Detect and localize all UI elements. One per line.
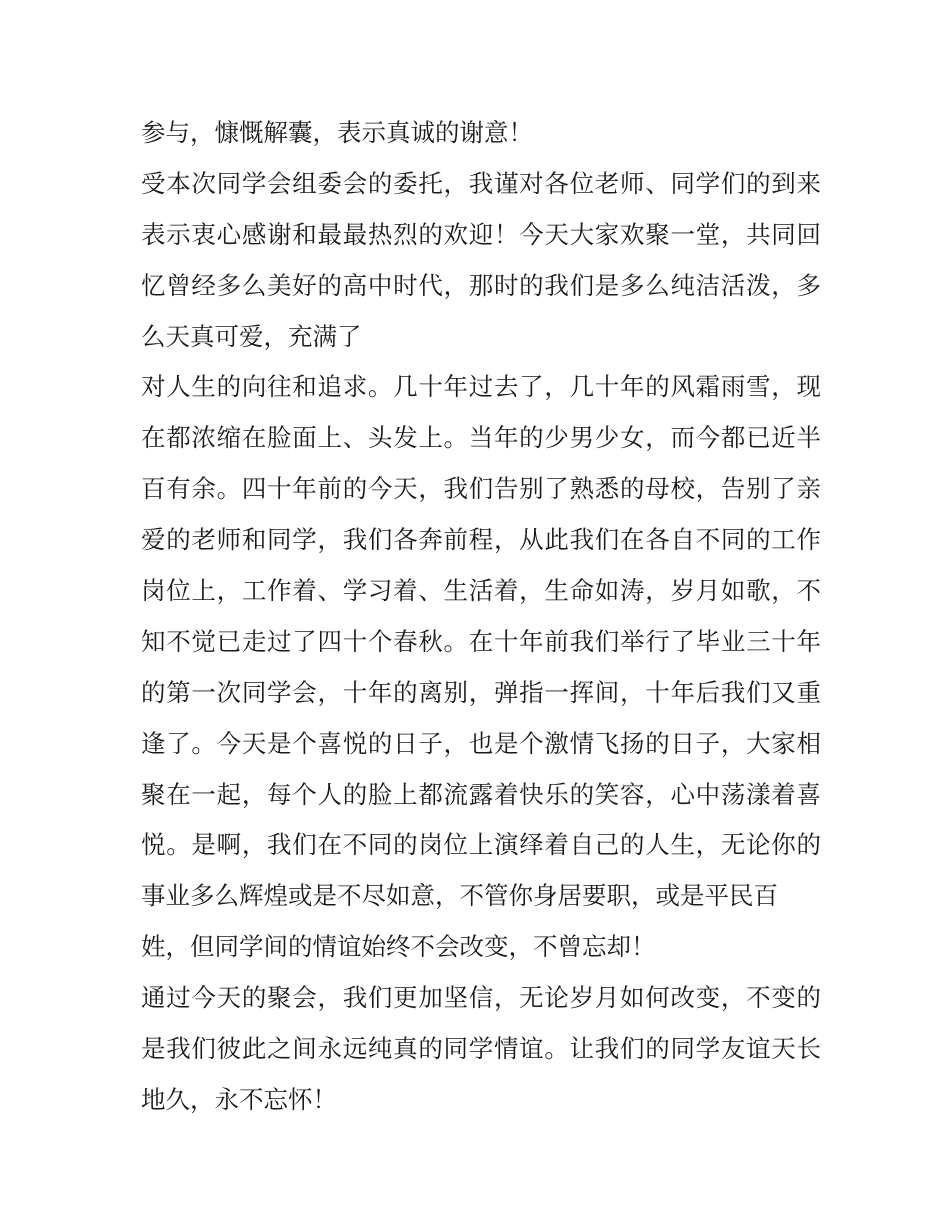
text-line: 对人生的向往和追求。几十年过去了，几十年的风霜雨雪，现 (141, 372, 821, 402)
text-line: 通过今天的聚会，我们更加坚信，无论岁月如何改变，不变的 (141, 983, 821, 1013)
text-line: 表示衷心感谢和最最热烈的欢迎！今天大家欢聚一堂，共同回 (141, 219, 821, 249)
text-line: 忆曾经多么美好的高中时代，那时的我们是多么纯洁活泼，多 (141, 270, 821, 300)
text-line: 百有余。四十年前的今天，我们告别了熟悉的母校，告别了亲 (141, 474, 821, 504)
text-line: 悦。是啊，我们在不同的岗位上演绎着自己的人生，无论你的 (141, 830, 821, 860)
text-line: 地久，永不忘怀！ (141, 1084, 337, 1114)
text-line: 么天真可爱，充满了 (141, 321, 362, 351)
text-line: 在都浓缩在脸面上、头发上。当年的少男少女，而今都已近半 (141, 423, 821, 453)
text-line: 参与，慷慨解囊，表示真诚的谢意！ (141, 118, 533, 147)
text-line: 受本次同学会组委会的委托，我谨对各位老师、同学们的到来 (141, 168, 821, 198)
text-line: 爱的老师和同学，我们各奔前程，从此我们在各自不同的工作 (141, 525, 821, 555)
text-line: 姓，但同学间的情谊始终不会改变，不曾忘却！ (141, 932, 656, 962)
text-line: 事业多么辉煌或是不尽如意，不管你身居要职，或是平民百 (141, 881, 778, 911)
text-line: 聚在一起，每个人的脸上都流露着快乐的笑容，心中荡漾着喜 (141, 779, 821, 809)
text-line: 逢了。今天是个喜悦的日子，也是个激情飞扬的日子，大家相 (141, 728, 821, 758)
text-line: 的第一次同学会，十年的离别，弹指一挥间，十年后我们又重 (141, 677, 821, 707)
text-line: 知不觉已走过了四十个春秋。在十年前我们举行了毕业三十年 (141, 626, 821, 656)
text-line: 是我们彼此之间永远纯真的同学情谊。让我们的同学友谊天长 (141, 1034, 821, 1064)
body-text (141, 108, 821, 1126)
text-line: 岗位上，工作着、学习着、生活着，生命如涛，岁月如歌，不 (141, 576, 821, 606)
